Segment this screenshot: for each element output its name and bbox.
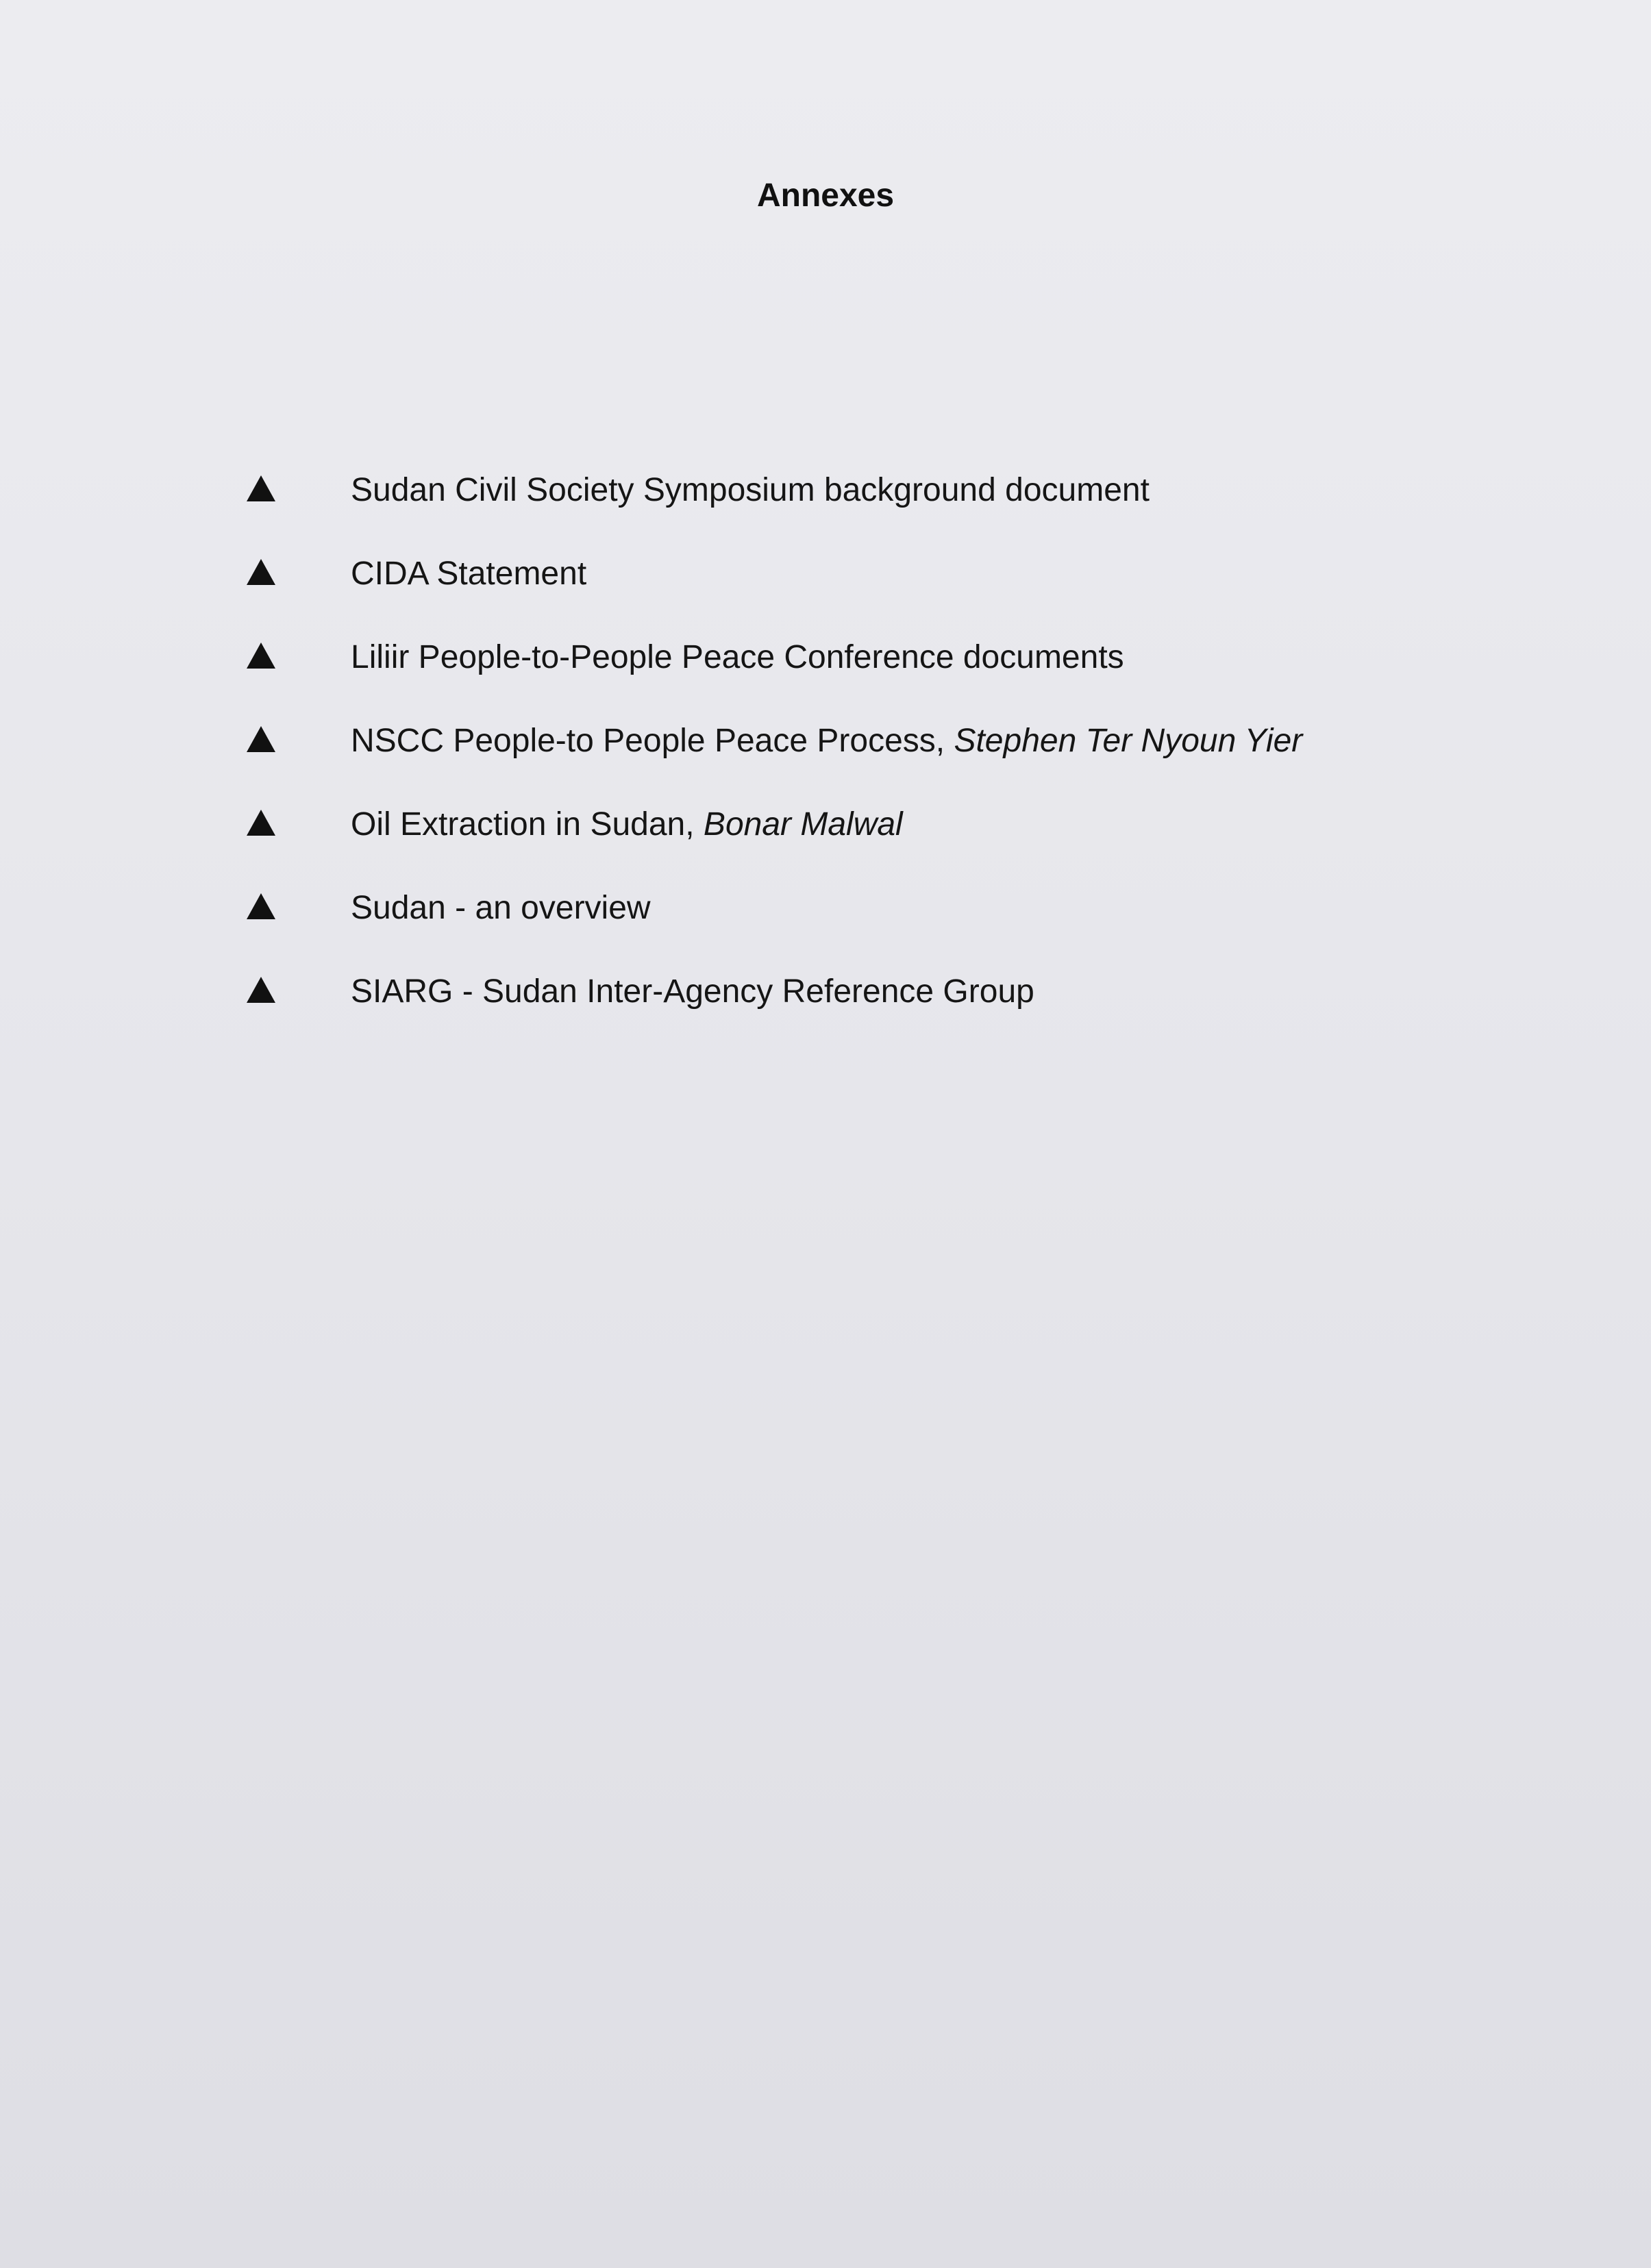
triangle-bullet-icon	[247, 475, 275, 501]
list-item-text: Oil Extraction in Sudan,	[351, 806, 704, 843]
triangle-bullet-icon	[247, 559, 275, 585]
list-item-text: Liliir People-to-People Peace Conference documents	[351, 639, 1124, 675]
triangle-bullet-icon	[247, 893, 275, 919]
list-item-author: Stephen Ter Nyoun Yier	[954, 723, 1303, 759]
list-item-author: Bonar Malwal	[703, 806, 903, 843]
list-item-text: Sudan - an overview	[351, 890, 651, 926]
triangle-bullet-icon	[247, 977, 275, 1003]
page-title: Annexes	[756, 177, 895, 214]
triangle-bullet-icon	[247, 643, 275, 669]
triangle-bullet-icon	[247, 726, 275, 752]
list-item-text: CIDA Statement	[351, 556, 587, 592]
triangle-bullet-icon	[247, 810, 275, 836]
list-item-text: Sudan Civil Society Symposium background document	[351, 472, 1150, 508]
list-item-text: SIARG - Sudan Inter-Agency Reference Group	[351, 973, 1034, 1010]
list-item-text: NSCC People-to People Peace Process,	[351, 723, 954, 759]
